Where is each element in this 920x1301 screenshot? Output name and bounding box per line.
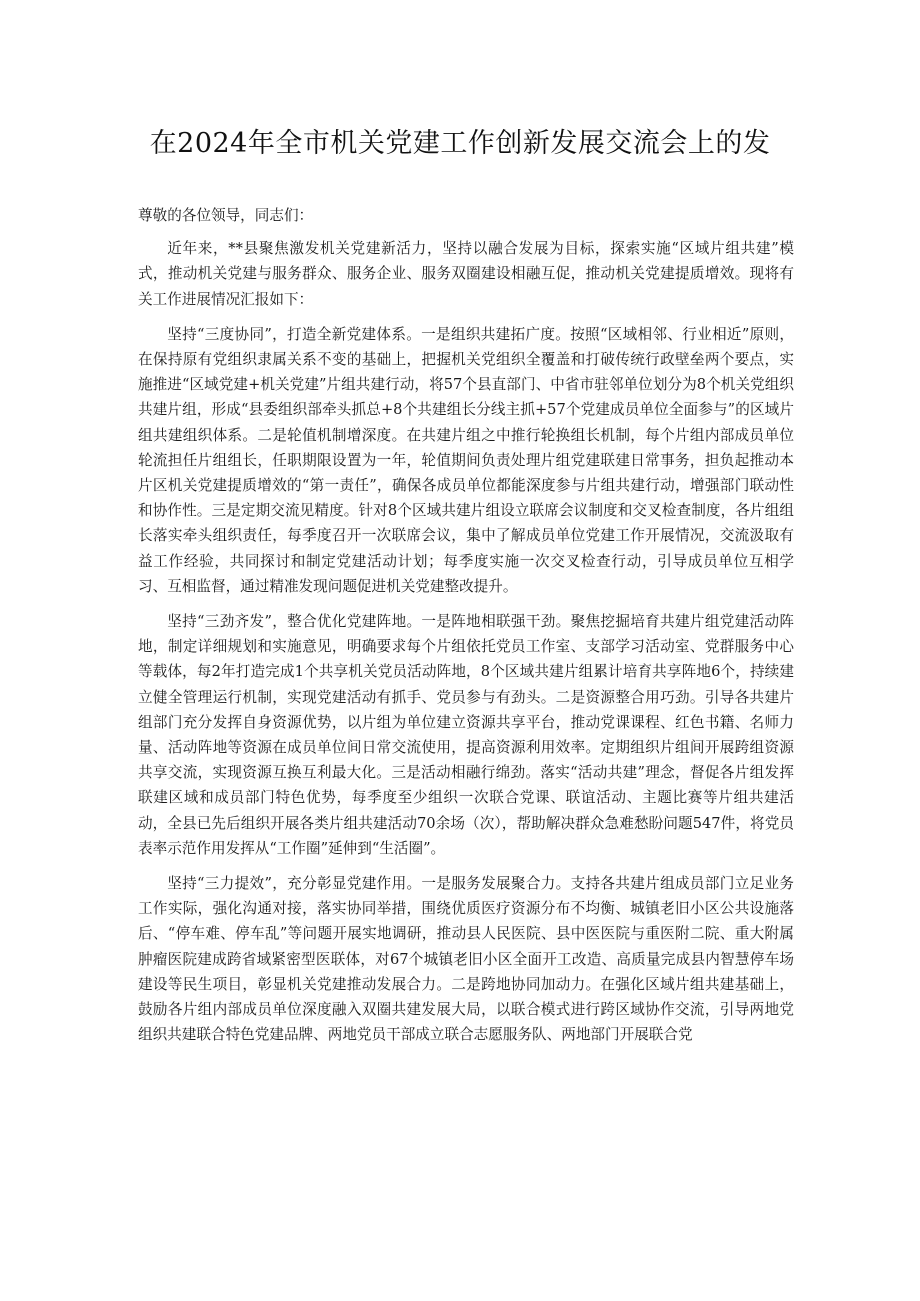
paragraph-intro: 近年来，**县聚焦激发机关党建新活力，坚持以融合发展为目标，探索实施“区域片组共建”模式，推动机关党建与服务群众、服务企业、服务双圈建设相融互促，推动机关党建提质增效。现将有关工作进展情况汇报如下： (138, 240, 794, 308)
paragraph-three-degree: 坚持“三度协同”，打造全新党建体系。一是组织共建拓广度。按照“区域相邻、行业相近”原则，在保持原有党组织隶属关系不变的基础上，把握机关党组织全覆盖和打破传统行政壁垒两个要点，实施推进“区域党建+机关党建”片组共建行动，将57个县直部门、中省市驻邻单位划分为8个机关党组织共建片组，形成“县委组织部牵头抓总+8个共建组长分线主抓+57个党建成员单位全面参与”的区域片组共建组织体系。二是轮值机制增深度。在共建片组之中推行轮换组长机制，每个片组内部成员单位轮流担任片组组长，任职期限设置为一年，轮值期间负责处理片组党建联建日常事务，担负起推动本片区机关党建提质增效的“第一责任”，确保各成员单位都能深度参与片组共建行动，增强部门联动性和协作性。三是定期交流见精度。针对8个区域共建片组设立联席会议制度和交叉检查制度，各片组组长落实牵头组织责任，每季度召开一次联席会议，集中了解成员单位党建工作开展情况，交流汲取有益工作经验，共同探讨和制定党建活动计划；每季度实施一次交叉检查行动，引导成员单位互相学习、互相监督，通过精准发现问题促进机关党建整改提升。 (138, 325, 794, 595)
salutation: 尊敬的各位领导，同志们： (138, 207, 314, 224)
paragraph-three-vigor: 坚持“三劲齐发”，整合优化党建阵地。一是阵地相联强干劲。聚焦挖掘培育共建片组党建活动阵地，制定详细规划和实施意见，明确要求每个片组依托党员工作室、支部学习活动室、党群服务中心等载体，每2年打造完成1个共享机关党员活动阵地，8个区域共建片组累计培育共享阵地6个，持续建立健全管理运行机制，实现党建活动有抓手、党员参与有劲头。二是资源整合用巧劲。引导各共建片组部门充分发挥自身资源优势，以片组为单位建立资源共享平台，推动党课课程、红色书籍、名师力量、活动阵地等资源在成员单位间日常交流使用，提高资源利用效率。定期组织片组间开展跨组资源共享交流，实现资源互换互利最大化。三是活动相融行绵劲。落实“活动共建”理念，督促各片组发挥联建区域和成员部门特色优势，每季度至少组织一次联合党课、联谊活动、主题比赛等片组共建活动，全县已先后组织开展各类片组共建活动70余场（次），帮助解决群众急难愁盼问题547件，将党员表率示范作用发挥从“工作圈”延伸到“生活圈”。 (138, 613, 794, 857)
paragraph-three-force: 坚持“三力提效”，充分彰显党建作用。一是服务发展聚合力。支持各共建片组成员部门立足业务工作实际，强化沟通对接，落实协同举措，围绕优质医疗资源分布不均衡、城镇老旧小区公共设施落后、“停车难、停车乱”等问题开展实地调研，推动县人民医院、县中医医院与重医附二院、重大附属肿瘤医院建成跨省域紧密型医联体，对67个城镇老旧小区全面开工改造、高质量完成县内智慧停车场建设等民生项目，彰显机关党建推动发展合力。二是跨地协同加动力。在强化区域片组共建基础上，鼓励各片组内部成员单位深度融入双圈共建发展大局，以联合模式进行跨区域协作交流，引导两地党组织共建联合特色党建品牌、两地党员干部成立联合志愿服务队、两地部门开展联合党 (138, 875, 794, 1044)
document-body (138, 203, 794, 1058)
document-title: 在2024年全市机关党建工作创新发展交流会上的发 (149, 128, 771, 159)
